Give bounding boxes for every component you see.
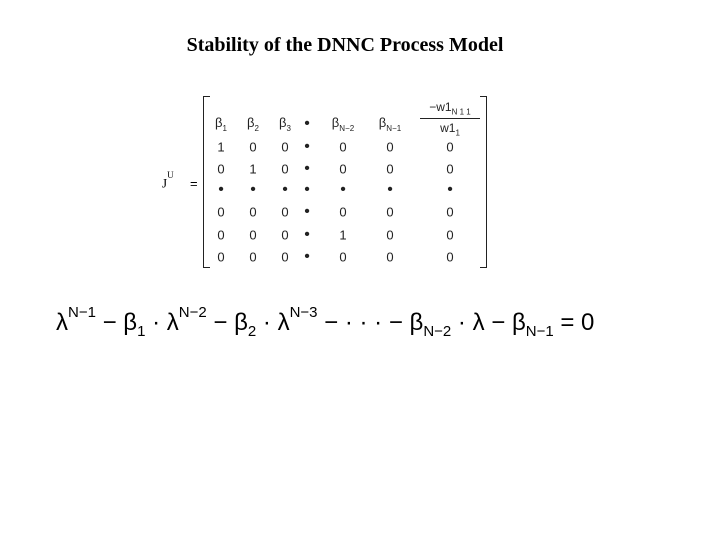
matrix-label-base: J [162, 175, 168, 191]
matrix-cell-value: 0 [446, 161, 454, 177]
fraction-denominator-text: w1 [440, 121, 456, 136]
eq-sub-n2: N−2 [423, 322, 452, 340]
matrix-cell-value: 0 [339, 139, 347, 155]
matrix-cell-value: β [215, 115, 223, 131]
matrix-cell-value: • [304, 248, 310, 265]
matrix-cell [249, 205, 256, 220]
matrix-cell [446, 140, 453, 155]
matrix-cell-value: 1 [339, 227, 347, 243]
matrix-cell [332, 115, 354, 133]
matrix-cell-value: 0 [446, 227, 454, 243]
eq-dot-3: · [451, 309, 473, 336]
matrix-cell-value: 0 [281, 139, 289, 155]
eq-dot-2: · [256, 309, 278, 336]
eq-sub-1: 1 [137, 322, 146, 340]
matrix-cell [446, 250, 453, 265]
matrix-cell [281, 140, 288, 155]
matrix-cell [215, 115, 227, 133]
matrix-cell [217, 250, 224, 265]
fraction-denominator [420, 119, 480, 137]
matrix-cell-value: 0 [249, 204, 257, 220]
matrix-cell-value: • [340, 181, 346, 198]
matrix-cell [379, 115, 401, 133]
fraction-numerator-text: −w1 [429, 100, 452, 114]
matrix-cell-value: 0 [339, 204, 347, 220]
matrix-cell-value: β [378, 115, 387, 131]
matrix-cell-subscript: 1 [222, 123, 227, 133]
matrix-cell-value: 0 [249, 139, 257, 155]
matrix-label [162, 170, 174, 191]
eq-minus-1: − [95, 309, 124, 336]
matrix-cell-value: • [250, 181, 256, 198]
eq-ellipsis: − · · · − [317, 309, 410, 336]
eq-beta-2: β [234, 309, 248, 336]
matrix-cell-value: 0 [281, 161, 289, 177]
eq-beta-1: β [123, 309, 138, 336]
matrix-cell-subscript: 3 [286, 123, 291, 133]
matrix-cell [217, 162, 224, 177]
matrix-cell [339, 205, 346, 220]
matrix-cell-subscript: 2 [254, 123, 259, 133]
eq-lambda-1: λ [56, 309, 68, 336]
matrix-cell [249, 250, 256, 265]
matrix-cell-value: 0 [217, 161, 225, 177]
matrix-cell-value: 0 [339, 249, 347, 265]
matrix-cell-value: • [218, 181, 224, 198]
matrix-cell [282, 181, 288, 199]
matrix-cell-value: 0 [446, 139, 454, 155]
matrix-cell [217, 228, 224, 243]
matrix-cell [340, 181, 346, 199]
eq-minus-3: − [484, 309, 512, 336]
matrix-cell-value: 1 [249, 161, 257, 177]
matrix-cell-value: • [304, 160, 310, 177]
matrix-cell-value: 0 [281, 249, 289, 265]
matrix-cell [386, 250, 393, 265]
matrix-equals-sign: = [190, 176, 198, 191]
matrix-cell-value: • [387, 181, 393, 198]
matrix-cell [339, 228, 346, 243]
matrix-cell-value: • [304, 226, 310, 243]
matrix-cell-value: 0 [249, 227, 257, 243]
matrix-cell-value: • [304, 203, 310, 220]
matrix-cell-value: 0 [281, 227, 289, 243]
matrix-cell [217, 140, 224, 155]
eq-minus-2: − [206, 309, 235, 336]
eq-sub-n1: N−1 [525, 322, 554, 340]
matrix-cell-value: 0 [281, 204, 289, 220]
matrix-cell [446, 205, 453, 220]
matrix-cell [339, 162, 346, 177]
matrix-cell-value: 0 [217, 204, 225, 220]
matrix-cell-subscript: N−2 [339, 123, 355, 133]
eq-lambda-4: λ [472, 309, 485, 336]
eq-equals-zero: = 0 [553, 309, 595, 336]
matrix-cell [304, 138, 310, 156]
matrix-cell [339, 140, 346, 155]
matrix-cell-subscript: N−1 [386, 123, 402, 133]
matrix-cell-value: • [304, 115, 310, 132]
matrix-cell [304, 181, 310, 199]
matrix-cell-value: 0 [249, 249, 257, 265]
matrix-cell [218, 181, 224, 199]
matrix-cell [386, 228, 393, 243]
matrix-cell-value: • [282, 181, 288, 198]
matrix-cell [446, 228, 453, 243]
matrix-cell [304, 226, 310, 244]
matrix-cell [387, 181, 393, 199]
fraction-numerator-subscript: N 1 1 [451, 107, 471, 117]
matrix-cell [279, 115, 291, 133]
matrix-cell [249, 162, 256, 177]
matrix-cell [304, 115, 310, 133]
eq-dot-1: · [145, 309, 167, 336]
matrix-cell [386, 140, 393, 155]
eq-exponent-n2: N−2 [178, 304, 207, 321]
matrix-cell [304, 203, 310, 221]
matrix-cell [217, 205, 224, 220]
matrix-cell [386, 162, 393, 177]
matrix-cell [304, 248, 310, 266]
matrix-right-bracket [480, 96, 487, 268]
matrix-cell [446, 162, 453, 177]
eq-exponent-n1: N−1 [68, 304, 96, 321]
matrix-cell [281, 228, 288, 243]
matrix-cell-value: 0 [386, 227, 394, 243]
matrix-cell [447, 181, 453, 199]
matrix-cell [249, 228, 256, 243]
matrix-label-superscript: U [167, 170, 174, 180]
matrix-cell-value: 0 [217, 249, 225, 265]
eq-sub-2: 2 [247, 322, 257, 340]
slide-title: Stability of the DNNC Process Model [186, 34, 504, 56]
eq-beta-4: β [511, 309, 526, 336]
matrix-cell-value: β [331, 115, 340, 131]
fraction-numerator [420, 100, 480, 119]
matrix-cell-value: • [304, 138, 310, 155]
eq-exponent-n3: N−3 [289, 304, 318, 321]
matrix-cell [281, 250, 288, 265]
matrix-left-bracket [203, 96, 210, 268]
matrix-cell [247, 115, 259, 133]
fraction-denominator-subscript: 1 [455, 128, 460, 138]
matrix-cell-value: 0 [339, 161, 347, 177]
matrix-cell-value: 0 [446, 249, 454, 265]
eq-beta-3: β [409, 309, 424, 336]
matrix-cell-value: 0 [446, 204, 454, 220]
matrix-cell [281, 162, 288, 177]
matrix-cell-value: 1 [217, 139, 225, 155]
matrix-cell [386, 205, 393, 220]
matrix-cell [249, 140, 256, 155]
matrix-cell [339, 250, 346, 265]
matrix-cell-value: • [304, 181, 310, 198]
matrix-cell-value: • [447, 181, 453, 198]
matrix-cell [304, 160, 310, 178]
characteristic-equation [56, 304, 676, 340]
eq-lambda-3: λ [277, 309, 290, 336]
eq-lambda-2: λ [166, 309, 179, 336]
matrix-header-fraction [420, 100, 480, 138]
matrix-cell [250, 181, 256, 199]
matrix-cell [281, 205, 288, 220]
matrix-cell-value: 0 [386, 139, 394, 155]
matrix-cell-value: 0 [217, 227, 225, 243]
matrix-cell-value: 0 [386, 204, 394, 220]
matrix-cell-value: β [279, 115, 287, 131]
matrix-cell-value: β [247, 115, 255, 131]
matrix-cell-value: 0 [386, 161, 394, 177]
matrix-cell-value: 0 [386, 249, 394, 265]
